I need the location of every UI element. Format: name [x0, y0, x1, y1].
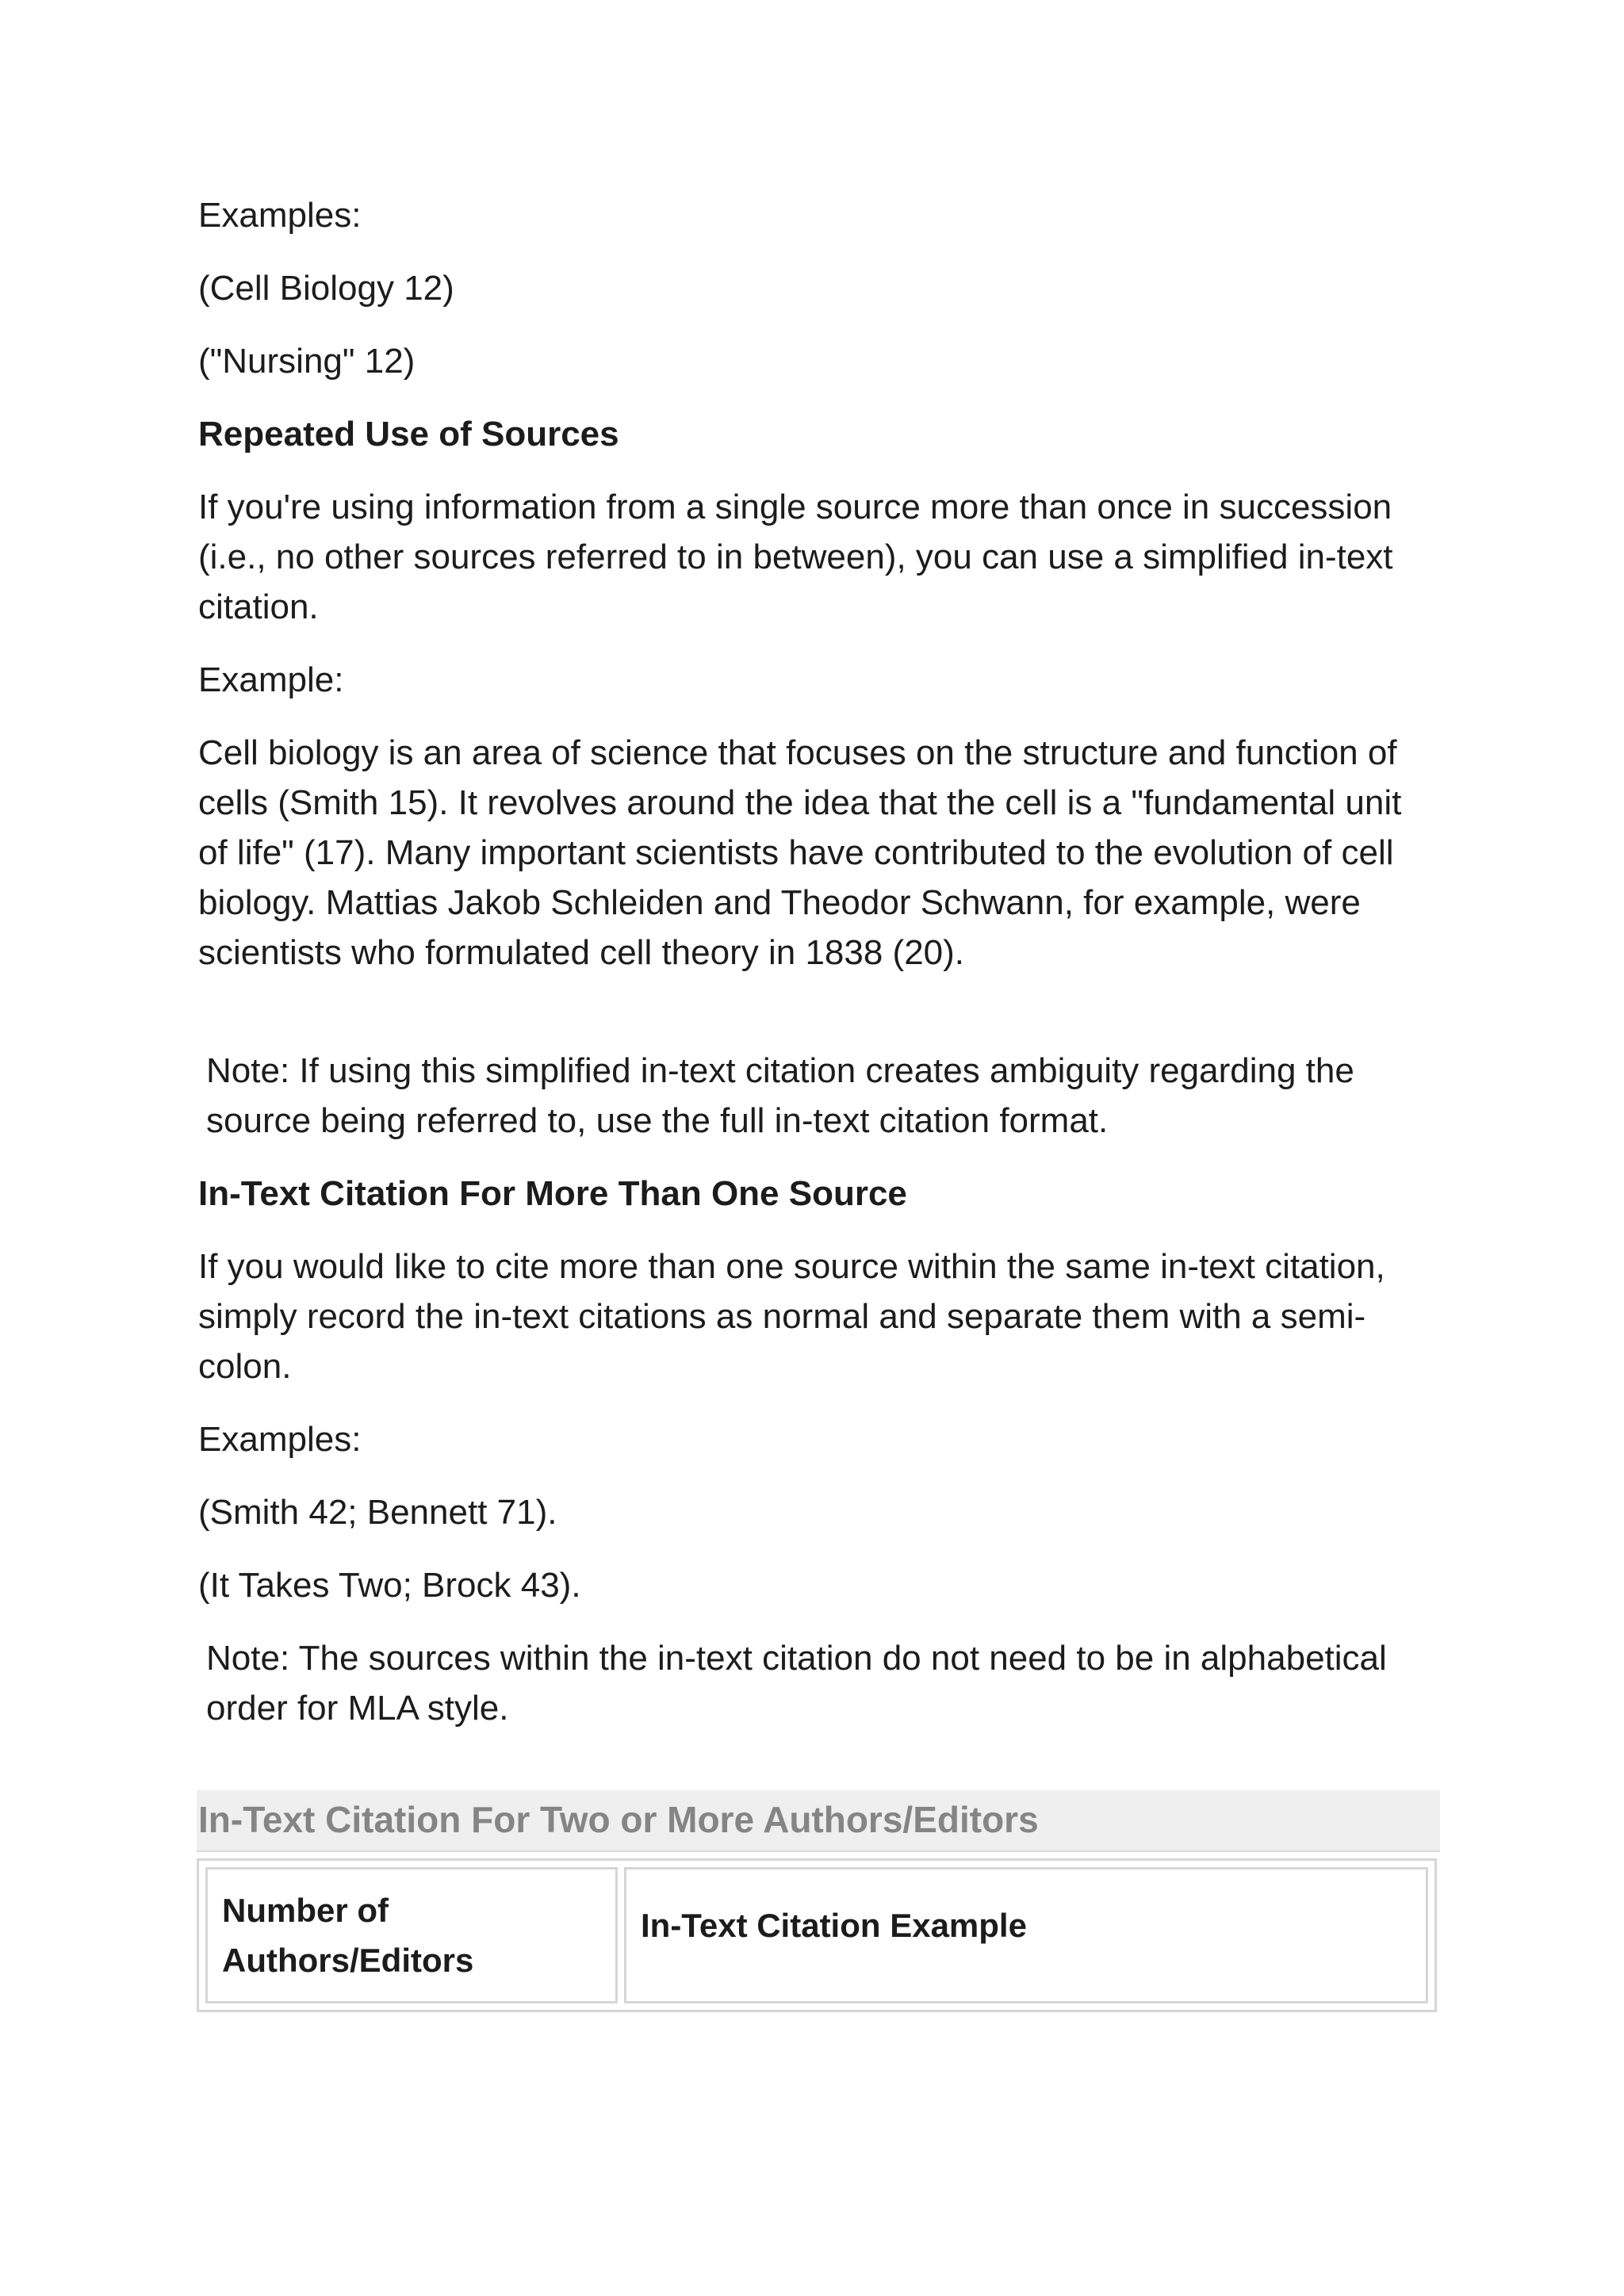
example-label: Example:	[198, 660, 344, 699]
note-simplified-citation: Note: If using this simplified in-text citation creates ambiguity regarding the source being referred to, use the full in-text citation format.	[206, 1051, 1354, 1140]
citation-table-section	[197, 1790, 1440, 2012]
table-header-row	[205, 1867, 1428, 2003]
repeated-use-description: If you're using information from a single source more than once in succession (i.e., no other sources referred to in between), you can use a simplified in-text citation.	[198, 488, 1393, 626]
example-it-takes-two: (It Takes Two; Brock 43).	[198, 1566, 581, 1605]
example-nursing: ("Nursing" 12)	[198, 342, 416, 381]
section-heading-multiple-sources: In-Text Citation For More Than One Source	[198, 1174, 907, 1213]
examples-label: Examples:	[198, 196, 362, 235]
section-heading-repeated-use: Repeated Use of Sources	[198, 415, 619, 453]
header-number-of-authors: Number of Authors/Editors	[205, 1867, 618, 2003]
multiple-sources-description: If you would like to cite more than one source within the same in-text citation, simply record the in-text citations as normal and separate them with a semi-colon.	[198, 1247, 1385, 1386]
example-smith-bennett: (Smith 42; Bennett 71).	[198, 1493, 557, 1532]
document-body	[198, 190, 1435, 1756]
cell-biology-example-paragraph: Cell biology is an area of science that focuses on the structure and function of cells (Smith 15). It revolves around the idea that the cell is a "fundamental unit of life" (17). Many important scientists have contributed to the evolution of cell biology. Mattias Jakob Schleiden and Theodor Schwann, for example, were scientists who formulated cell theory in 1838 (20).	[198, 733, 1402, 972]
header-citation-example: In-Text Citation Example	[624, 1867, 1428, 2003]
citation-table	[197, 1858, 1437, 2012]
examples-label-2: Examples:	[198, 1420, 362, 1459]
note-alphabetical-order: Note: The sources within the in-text citation do not need to be in alphabetical order for MLA style.	[206, 1639, 1387, 1728]
table-title-bar	[197, 1790, 1440, 1852]
table-title: In-Text Citation For Two or More Authors/Editors	[198, 1799, 1039, 1840]
example-cell-biology: (Cell Biology 12)	[198, 269, 454, 308]
